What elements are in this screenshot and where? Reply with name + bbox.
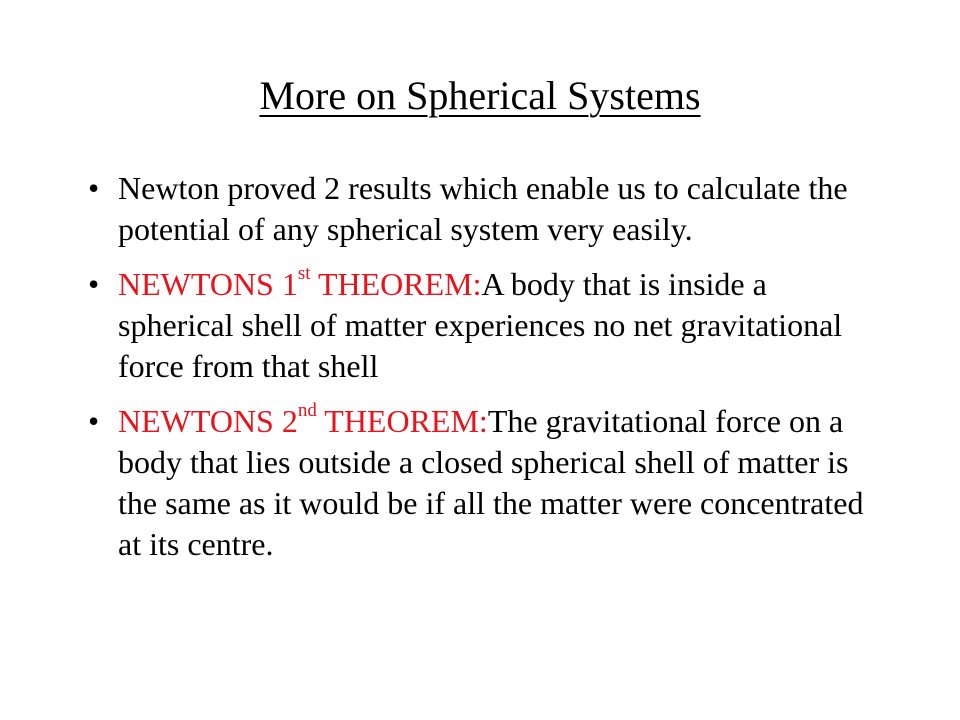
bullet-item-second-theorem xyxy=(0,401,960,565)
bullet-dot-icon: • xyxy=(88,403,100,439)
slide-title: More on Spherical Systems xyxy=(259,73,701,118)
theorem-ordinal-suffix: nd xyxy=(297,400,317,422)
theorem-label-suffix: THEOREM: xyxy=(310,266,482,302)
bullet-text: Newton proved 2 results which enable us to calculate the potential of any spherical system very easily. xyxy=(118,170,848,247)
theorem-ordinal-suffix: st xyxy=(297,263,311,285)
theorem-label xyxy=(118,263,482,302)
bullet-dot-icon: • xyxy=(88,170,100,206)
theorem-label-suffix: THEOREM: xyxy=(316,403,488,439)
theorem-label-prefix: NEWTONS 1 xyxy=(118,266,298,302)
bullet-text: A body that is inside a spherical shell of matter experiences no net gravitational force from that shell xyxy=(118,266,843,384)
bullet-text: The gravitational force on a body that lies outside a closed spherical shell of matter is the same as it would be if all the matter were concentrated at its centre. xyxy=(118,403,864,562)
bullet-dot-icon: • xyxy=(88,266,100,302)
bullet-item-newton-results xyxy=(0,168,960,250)
theorem-label xyxy=(118,400,488,439)
bullet-list xyxy=(0,168,960,579)
bullet-item-first-theorem xyxy=(0,264,960,387)
theorem-label-prefix: NEWTONS 2 xyxy=(118,403,298,439)
